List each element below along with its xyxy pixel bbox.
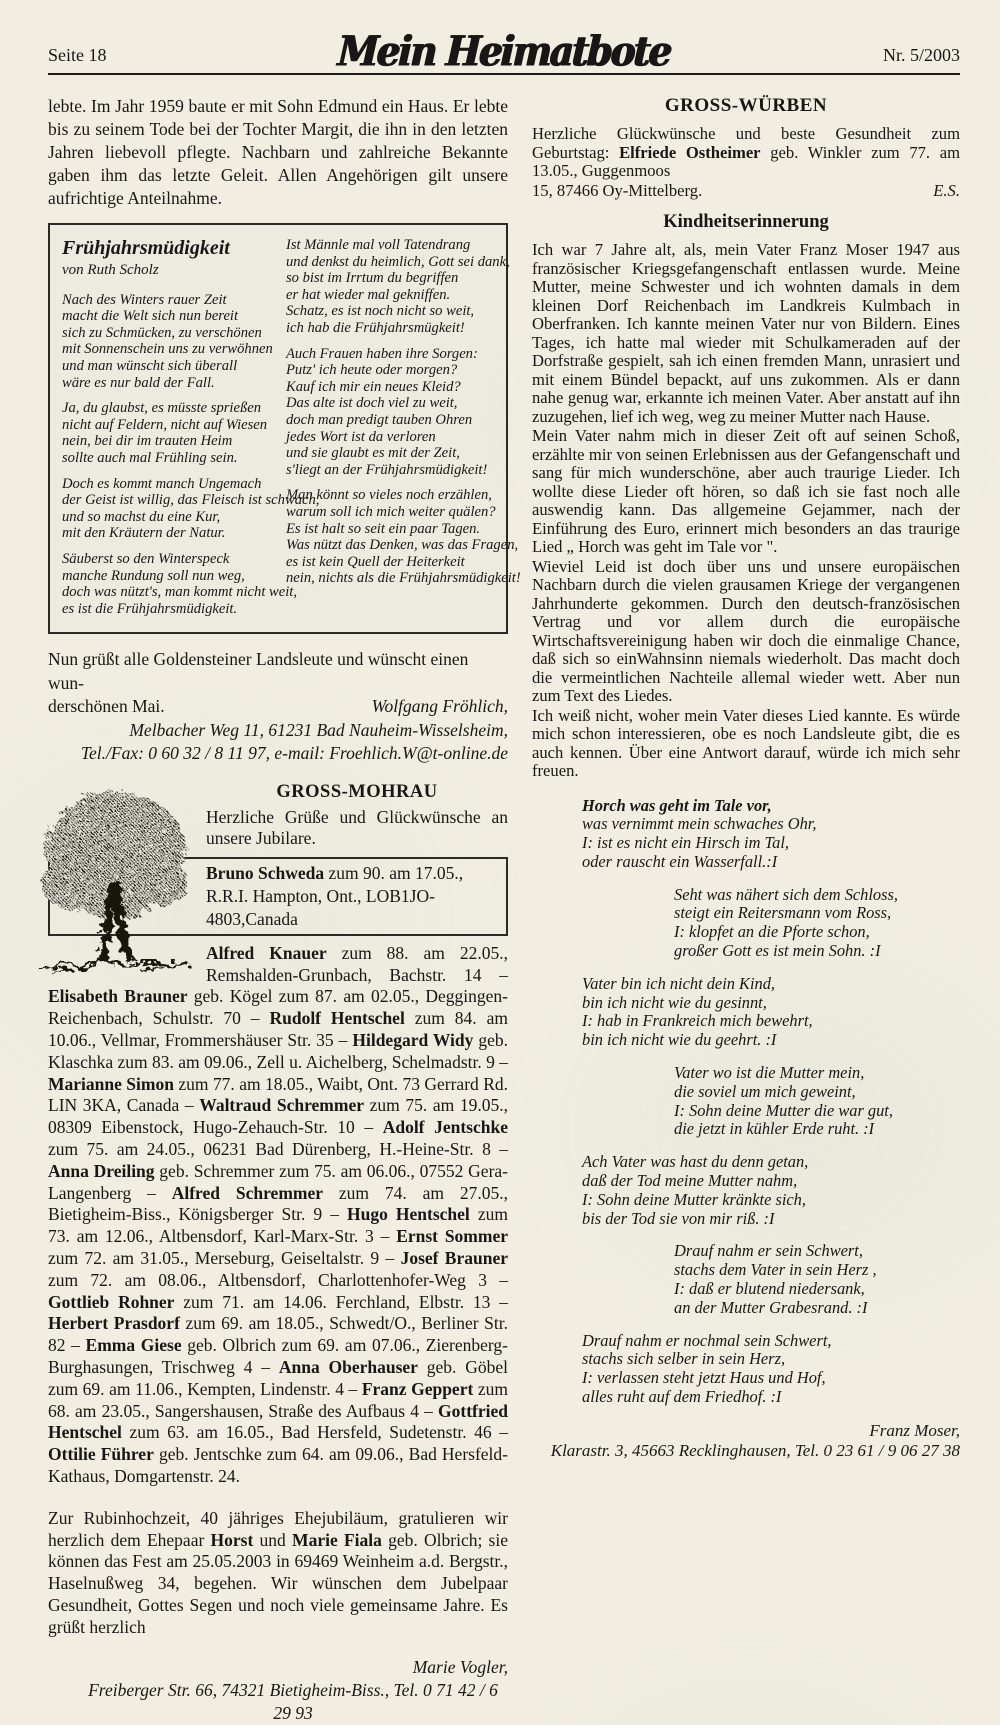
jubilee-list: Alfred Knauer zum 88. am 22.05., Remshalden-Grunbach, Bachstr. 14 – Elisabeth Brauner geb. Kögel zum 87. am 02.05., Deggingen-Reichenbach, Schulstr. 70 – Rudolf Hentschel zum 84. am 10.06., Vellmar, Frommershäuser Str. 35 – Hildegard Widy geb. Klaschka zum 83. am 09.06., Zell u. Aichelberg, Schelmadstr. 9 – Marianne Simon zum 77. am 18.05., Waibt, Ont. 73 Gerrard Rd. LIN 3KA, Canada – Waltraud Schremmer zum 75. am 19.05., 08309 Eibenstock, Hugo-Zehauch-Str. 10 – Adolf Jentschke zum 75. am 24.05., 06231 Bad Dürenberg, H.-Heine-Str. 8 – Anna Dreiling geb. Schremmer zum 75. am 06.06., 07552 Gera-Langenberg – Alfred Schremmer zum 74. am 27.05., Bietigheim-Biss., Königsberger Str. 9 – Hugo Hentschel zum 73. am 12.06., Altbensdorf, Karl-Marx-Str. 3 – Ernst Sommer zum 72. am 31.05., Merseburg, Geiseltalstr. 9 – Josef Brauner zum 72. am 08.06., Altbensdorf, Charlottenhofer-Weg 3 – Gottlieb Rohner zum 71. am 14.06. Ferchland, Elbstr. 13 – Herbert Prasdorf zum 69. am 18.05., Schwedt/O., Berliner Str. 82 – Emma Giese geb. Olbrich zum 69. am 07.06., Zierenberg-Burghasungen, Trischweg 4 – Anna Oberhauser geb. Göbel zum 69. am 11.06., Kempten, Lindenstr. 4 – Franz Geppert zum 68. am 23.05., Sangershausen, Straße des Aufbaus 4 – Gottfried Hentschel zum 63. am 16.05., Bad Hersfeld, Sudetenstr. 46 – Ottilie Führer geb. Jentschke zum 64. am 09.06., Bad Hersfeld-Kathaus, Domgartenstr. 24. (48, 942, 509, 1486)
contributor-contact: Tel./Fax: 0 60 32 / 8 11 97, e-mail: Froehlich.W@t-online.de (80, 743, 508, 764)
song-signature-name: Franz Moser, (869, 1420, 960, 1440)
issue-number: Nr. 5/2003 (882, 45, 960, 65)
song-signature (532, 1421, 960, 1461)
section-heading-gross-mohrau: GROSS-MOHRAU (276, 781, 438, 802)
poem-author: von Ruth Scholz (62, 262, 159, 278)
tree-clipart-image (32, 784, 194, 984)
masthead-logo: Mein Heimatbote (336, 26, 672, 76)
poem-box-column-2 (286, 237, 521, 626)
ruby-signature-name: Marie Vogler, (412, 1656, 508, 1677)
song-signature-address: Klarastr. 3, 45663 Recklinghausen, Tel. 0 23 61 / 9 06 27 38 (550, 1440, 960, 1460)
contributor-address: Melbacher Weg 11, 61231 Bad Nauheim-Wisselsheim, (129, 719, 508, 740)
gross-mohrau-intro: Herzliche Grüße und Glückwünsche an unsere Jubilare. (206, 806, 508, 849)
poem-title: Frühjahrsmüdigkeit (62, 237, 230, 259)
left-column (48, 95, 521, 1725)
ruby-signature (48, 1656, 508, 1725)
poem-box-fruehjahrsmuedigkeit (48, 223, 521, 634)
contributor-name: Wolfgang Fröhlich, (371, 696, 508, 717)
greeting-block (48, 648, 508, 766)
announcement-box-bruno-schweda: Bruno Schweda zum 90. am 17.05., R.R.I. Hampton, Ont., LOB1JO-4803,Canada (48, 857, 508, 936)
memoir-paragraph-3: Wieviel Leid ist doch über uns und unsere europäischen Nachbarn durch die vielen grausamen Kriege der vergangenen Jahrhunderte gekommen. Durch den deutsch-französischen Vertrag und vor allem durch die europäische Wirtschaftsvereinigung haben wir doch die einmalige Chance, daß sich so einWahnsinn niemals wiederholt. Das macht doch die vermeintlichen Nachteile allemal wieder wett. Aber nun zum Text des Liedes. (532, 556, 960, 705)
poem-stanzas-col2: Ist Männle mal voll Tatendrang und denkst du heimlich, Gott sei dank, so bist im Irrtum du begriffen er hat wieder mal gekniffen. Schatz, es ist noch nicht so weit, ich hab die Frühjahrsmügkeit! Auch Frauen haben ihre Sorgen: Putz' ich heute oder morgen? Kauf ich mir ein neues Kleid? Das alte ist doch viel zu weit, doch man predigt tauben Ohren jedes Wort ist da verloren und sie glaubt es mit der Zeit, s'liegt an der Frühjahrsmüdigkeit! Man könnt so vieles noch erzählen, warum soll ich mich weiter quälen? Es ist halt so seit ein paar Tagen. Was nützt das Denken, was das Fragen, es ist kein Quell der Heiterkeit nein, nichts als die Frühjahrsmüdigkeit! (286, 237, 521, 587)
greeting-line2-left: derschönen Mai. (48, 696, 165, 717)
gross-wuerben-paragraph: Herzliche Glückwünsche und beste Gesundheit zum Geburtstag: Elfriede Ostheimer geb. Winkler zum 77. am 13.05., Guggenmoos (532, 124, 960, 180)
ruby-anniversary-paragraph: Zur Rubinhochzeit, 40 jähriges Ehejubiläum, gratulieren wir herzlich dem Ehepaar Horst und Marie Fiala geb. Olbrich; sie können das Fest am 25.05.2003 in 69469 Weinheim a.d. Bergstr., Haselnußweg 34, begehen. Wir wünschen dem Jubelpaar Gesundheit, Gottes Segen und noch viele gemeinsame Jahre. Es grüßt herzlich (48, 1507, 509, 1637)
section-heading-kindheitserinnerung: Kindheitserinnerung (663, 212, 829, 232)
initials-es: E.S. (933, 180, 960, 200)
page-header (48, 26, 960, 76)
right-column (532, 95, 960, 1725)
section-gross-mohrau (48, 782, 508, 1488)
ruby-signature-address: Freiberger Str. 66, 74321 Bietigheim-Biss., Tel. 0 71 42 / 6 29 93 (88, 1679, 498, 1723)
poem-box-column-1 (62, 237, 320, 626)
memoir-paragraph-1: Ich war 7 Jahre alt, als, mein Vater Franz Moser 1947 aus französischer Kriegsgefangenschaft entlassen wurde. Meine Mutter, meine Schwester und ich wohnten damals in dem kleinen Dorf Reichenbach im Landkreis Kulmbach in Oberfranken. Ich kannte meinen Vater nur von Bildern. Eines Tages, ich hatte mal wieder mit Schulkameraden auf der Dorfstraße gespielt, sah ich einen fremden Mann, unrasiert und mit einem Bündel bepackt, auf uns zukommen. Als er dann nahe genug war, erkannte ich meinen Vater. Aber anstatt auf ihn zuzugehen, lief ich weg, weg zu meiner Mutter nach Hause. (532, 240, 960, 426)
gross-wuerben-lastline (532, 182, 960, 201)
memoir-paragraph-4: Ich weiß nicht, woher mein Vater dieses Lied kannte. Es würde mich schon interessieren, obe es noch Landsleute gibt, die es auch kennen. Über eine Antwort darauf, würde ich mich sehr freuen. (532, 705, 960, 780)
obituary-paragraph: lebte. Im Jahr 1959 baute er mit Sohn Edmund ein Haus. Er lebte bis zu seinem Tode bei der Tochter Margit, die ihn in den letzten Jahren liebevoll pflegte. Nachbarn und zahlreiche Bekannte gaben ihm das letzte Geleit. Allen Angehörigen gilt unsere aufrichtige Anteilnahme. (48, 96, 508, 208)
song-horch-was-geht-im-tale-vor: Horch was geht im Tale vor, was vernimmt mein schwaches Ohr, I: ist es nicht ein Hirsch im Tal, oder rauscht ein Wasserfall.:I Seht was nähert sich dem Schloss, steigt ein Reitersmann vom Ross, I: klopfet an die Pforte schon, großer Gott es ist mein Sohn. :I Vater bin ich nicht dein Kind, bin ich nicht wie du gesinnt, I: hab in Frankreich mich bewehrt, bin ich nicht wie du geehrt. :I Vater wo ist die Mutter mein, die soviel um mich geweint, I: Sohn deine Mutter die war gut, die jetzt in kühler Erde ruht. :I Ach Vater was hast du denn getan, daß der Tod meine Mutter nahm, I: Sohn deine Mutter kränkte sich, bis der Tod sie von mir riß. :I Drauf nahm er sein Schwert, stachs dem Vater in sein Herz , I: daß er blutend niedersank, an der Mutter Grabesrand. :I Drauf nahm er nochmal sein Schwert, stachs sich selber in sein Herz, I: verlassen steht jetzt Haus und Hof, alles ruht auf dem Friedhof. :I (582, 795, 898, 1407)
memoir-paragraph-2: Mein Vater nahm mich in dieser Zeit oft auf seinen Schoß, erzählte mir von seinen Erlebnissen aus der Gefangenschaft und sang für mich wunderschöne, aber auch traurige Lieder. Ich wollte diese Lieder oft hören, so daß ich sie fast noch alle auswendig kann. Das allgemeine Gejammer, nach der Einführung des Euro, erinnert mich besonders an das traurige Lied „ Horch was geht im Tale vor ". (532, 426, 960, 556)
section-heading-gross-wuerben: GROSS-WÜRBEN (664, 95, 828, 116)
gross-wuerben-lastline-left: 15, 87466 Oy-Mittelberg. (532, 180, 703, 200)
columns (48, 95, 960, 1725)
page-number: Seite 18 (48, 45, 107, 65)
greeting-line2 (48, 695, 508, 719)
greeting-line1: Nun grüßt alle Goldensteiner Landsleute und wünscht einen wun- (48, 649, 469, 693)
poem-stanzas-col1: Nach des Winters rauer Zeit macht die Welt sich nun bereit sich zu Schmücken, zu verschönen mit Sonnenschein uns zu verwöhnen und man wünscht sich überall wäre es nur bald der Fall. Ja, du glaubst, es müsste sprießen nicht auf Feldern, nicht auf Wiesen nein, bei dir im trauten Heim sollte auch mal Frühling sein. Doch es kommt manch Ungemach der Geist ist willig, das Fleisch ist schwach, und so machst du eine Kur, mit den Kräutern der Natur. Säuberst so den Winterspeck manche Rundung soll nun weg, doch was nützt's, man kommt nicht weit, es ist die Frühjahrsmüdigkeit. (62, 291, 320, 617)
